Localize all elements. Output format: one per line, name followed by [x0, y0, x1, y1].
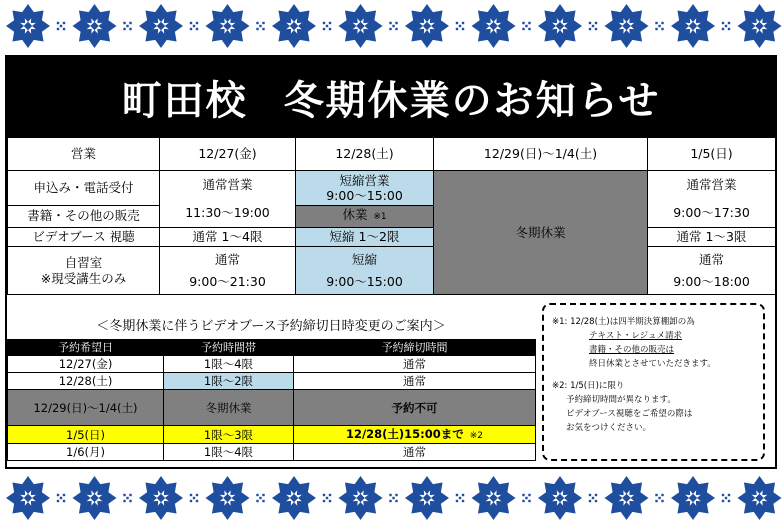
dec27-study-cell [160, 247, 296, 295]
schedule-header-dec28: 12/28(土) [296, 138, 434, 171]
reservation-header-slots: 予約時間帯 [164, 340, 294, 356]
reservation-heading: ＜冬期休業に伴うビデオブース予約締切日時変更のご案内＞ [96, 319, 446, 334]
reservation-table [7, 339, 536, 461]
dec27-study-hours: 9:00〜21:30 [189, 273, 266, 289]
reservation-date: 1/6(月) [8, 444, 164, 461]
note-2-line-4: お気をつけください。 [566, 423, 652, 433]
sparkle-icon [123, 22, 131, 30]
title-notice: 冬期休業のお知らせ [283, 77, 661, 124]
snowflake-border-bottom [0, 472, 782, 524]
row-label-video: ビデオブース 視聴 [8, 228, 160, 247]
note-1-line-3: 書籍・その他の販売は [589, 345, 675, 355]
snowflake-icon [206, 4, 250, 48]
snowflake-icon [538, 4, 582, 48]
sparkle-icon [256, 22, 264, 30]
reservation-slots: 1限〜3限 [164, 426, 294, 444]
table-row [8, 426, 536, 444]
snowflake-icon [206, 476, 250, 520]
snowflake-icon [139, 4, 183, 48]
snowflake-icon [6, 476, 50, 520]
snowflake-icon [73, 476, 117, 520]
page-title [7, 57, 775, 137]
reservation-slots: 1限〜2限 [164, 373, 294, 390]
sparkle-icon [655, 22, 663, 30]
note-1-line-2: テキスト・レジュメ請求 [589, 331, 682, 341]
snowflake-border-top [0, 0, 782, 52]
dec28-study-status: 短縮 [351, 251, 377, 267]
snowflake-icon [738, 4, 782, 48]
dec27-apply-hours: 11:30〜19:00 [185, 205, 270, 220]
sparkle-icon [323, 494, 331, 502]
sparkle-icon [589, 494, 597, 502]
sparkle-icon [522, 22, 530, 30]
notes-box [542, 303, 765, 461]
schedule-header-label: 営業 [8, 138, 160, 171]
reservation-header-row [8, 340, 536, 356]
dec28-study-hours: 9:00〜15:00 [326, 273, 403, 289]
jan5-hours-cell [648, 171, 776, 228]
schedule-header-closed-period: 12/29(日)〜1/4(土) [434, 138, 648, 171]
reservation-deadline-cell [294, 426, 536, 444]
table-row [8, 390, 536, 426]
sparkle-icon [389, 22, 397, 30]
note-2-line-1: ※2: 1/5(日)に限り [552, 381, 625, 391]
dec27-hours-cell [160, 171, 296, 228]
dec27-video: 通常 1〜4限 [160, 228, 296, 247]
snowflake-icon [671, 476, 715, 520]
sparkle-icon [57, 494, 65, 502]
reservation-header-date: 予約希望日 [8, 340, 164, 356]
sparkle-icon [190, 494, 198, 502]
snowflake-icon [339, 4, 383, 48]
snowflake-icon [6, 4, 50, 48]
reservation-date: 1/5(日) [8, 426, 164, 444]
sparkle-icon [456, 494, 464, 502]
note-2-line-3: ビデオブース視聴をご希望の際は [566, 409, 693, 419]
schedule-row-video [8, 228, 776, 247]
reservation-deadline: 通常 [294, 444, 536, 461]
study-room-label: 自習室 [64, 254, 103, 270]
snowflake-icon [73, 4, 117, 48]
snowflake-pattern-top [0, 0, 782, 52]
title-campus: 町田校 [121, 77, 248, 124]
reservation-header-deadline: 予約締切時間 [294, 340, 536, 356]
schedule-table [7, 137, 776, 295]
reservation-slots: 1限〜4限 [164, 356, 294, 373]
sparkle-icon [655, 494, 663, 502]
sparkle-icon [256, 494, 264, 502]
closed-period-label: 冬期休業 [515, 224, 566, 240]
note-mark-1: ※1 [373, 212, 387, 223]
dec28-hours-cell [296, 171, 434, 206]
snowflake-pattern-bottom [0, 472, 782, 524]
table-row [8, 444, 536, 461]
snowflake-icon [671, 4, 715, 48]
dec28-apply-hours: 9:00〜15:00 [326, 187, 403, 203]
jan5-study-status: 通常 [698, 251, 724, 267]
dec27-apply-status: 通常営業 [202, 177, 253, 192]
snowflake-icon [472, 476, 516, 520]
sparkle-icon [57, 22, 65, 30]
snowflake-icon [339, 476, 383, 520]
study-room-note: ※現受講生のみ [40, 270, 127, 286]
sparkle-icon [190, 22, 198, 30]
dec28-apply-status: 短縮営業 [339, 172, 390, 188]
schedule-row-study-room [8, 247, 776, 295]
note-1-line-1: ※1: 12/28(土)は四半期決算棚卸の為 [552, 317, 695, 327]
jan5-apply-status: 通常営業 [686, 177, 737, 192]
reservation-date: 12/29(日)〜1/4(土) [8, 390, 164, 426]
snowflake-icon [405, 4, 449, 48]
snowflake-icon [605, 476, 649, 520]
sparkle-icon [123, 494, 131, 502]
reservation-date: 12/28(土) [8, 373, 164, 390]
snowflake-icon [605, 4, 649, 48]
jan5-video: 通常 1〜3限 [648, 228, 776, 247]
closed-period-cell [434, 171, 648, 295]
note-mark-2: ※2 [469, 430, 484, 441]
row-label-books: 書籍・その他の販売 [8, 205, 160, 227]
sparkle-icon [522, 494, 530, 502]
snowflake-icon [139, 476, 183, 520]
snowflake-icon [272, 4, 316, 48]
sparkle-icon [589, 22, 597, 30]
reservation-date: 12/27(金) [8, 356, 164, 373]
reservation-deadline: 通常 [294, 373, 536, 390]
table-row [8, 356, 536, 373]
dec28-study-cell [296, 247, 434, 295]
reservation-deadline: 12/28(土)15:00まで [345, 426, 464, 441]
schedule-header-jan5: 1/5(日) [648, 138, 776, 171]
jan5-study-hours: 9:00〜18:00 [673, 273, 750, 289]
jan5-study-cell [648, 247, 776, 295]
sparkle-icon [722, 494, 730, 502]
schedule-header-dec27: 12/27(金) [160, 138, 296, 171]
snowflake-icon [405, 476, 449, 520]
snowflake-icon [272, 476, 316, 520]
note-2-line-2: 予約締切時間が異なります。 [566, 395, 676, 405]
dec28-video: 短縮 1〜2限 [296, 228, 434, 247]
row-label-study-room [8, 247, 160, 295]
dec27-study-status: 通常 [214, 251, 240, 267]
snowflake-icon [538, 476, 582, 520]
reservation-deadline: 通常 [294, 356, 536, 373]
snowflake-icon [472, 4, 516, 48]
sparkle-icon [456, 22, 464, 30]
row-label-apply-phone: 申込み・電話受付 [8, 171, 160, 206]
dec28-books-status: 休業 [342, 207, 368, 223]
sparkle-icon [323, 22, 331, 30]
sparkle-icon [722, 22, 730, 30]
table-row [8, 373, 536, 390]
reservation-deadline: 予約不可 [294, 390, 536, 426]
schedule-header-row [8, 138, 776, 171]
reservation-slots: 冬期休業 [164, 390, 294, 426]
snowflake-icon [738, 476, 782, 520]
notice-card [5, 55, 777, 469]
jan5-apply-hours: 9:00〜17:30 [673, 205, 750, 220]
dec28-books-cell [296, 205, 434, 227]
note-1-line-4: 終日休業とさせていただきます。 [589, 359, 716, 369]
reservation-slots: 1限〜4限 [164, 444, 294, 461]
sparkle-icon [389, 494, 397, 502]
schedule-row-apply [8, 171, 776, 206]
